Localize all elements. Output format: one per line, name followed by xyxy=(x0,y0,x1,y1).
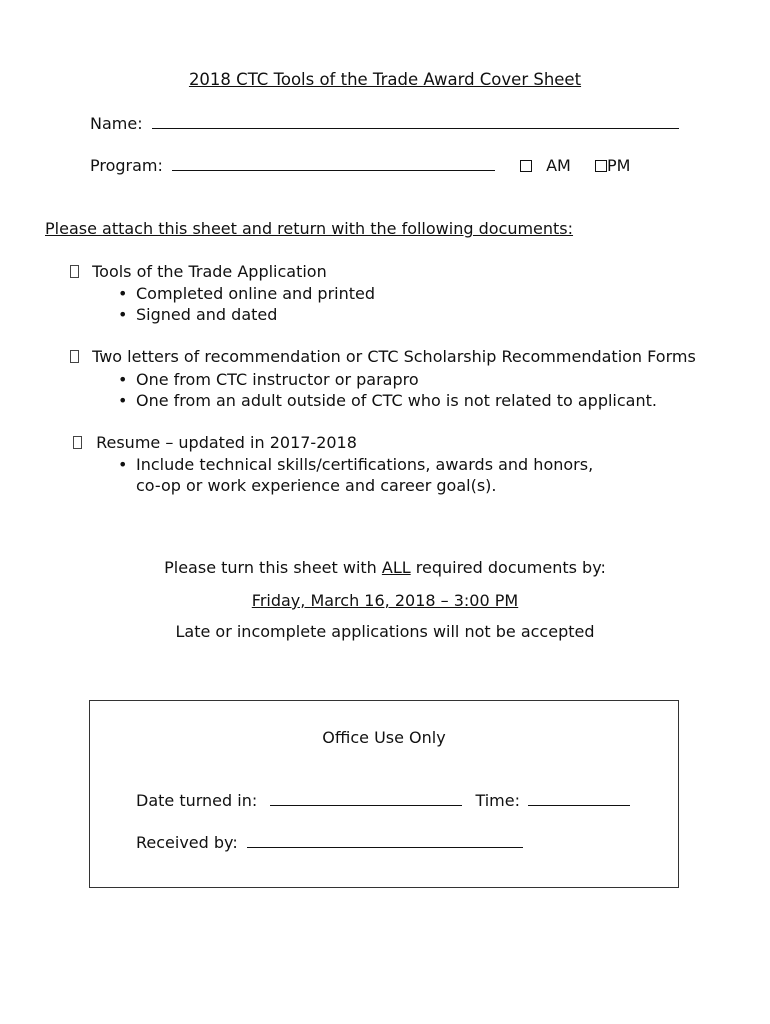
name-label: Name: xyxy=(90,114,143,133)
received-by-field[interactable] xyxy=(247,833,523,848)
date-turned-in-field[interactable] xyxy=(270,791,462,806)
office-heading: Office Use Only xyxy=(322,728,446,747)
deadline-instruction xyxy=(0,558,770,577)
received-by-label: Received by: xyxy=(136,833,238,852)
checkbox-glyph-icon xyxy=(70,350,79,363)
office-use-box xyxy=(89,700,679,888)
document-bullets xyxy=(110,369,657,411)
time-field[interactable] xyxy=(528,791,630,806)
am-label: AM xyxy=(546,156,571,175)
instructions-heading: Please attach this sheet and return with the following documents: xyxy=(45,219,574,238)
list-item: • One from an adult outside of CTC who is not related to applicant. xyxy=(110,390,657,411)
deadline-date: Friday, March 16, 2018 – 3:00 PM xyxy=(251,591,519,610)
document-item xyxy=(70,262,327,281)
page-title: 2018 CTC Tools of the Trade Award Cover Sheet xyxy=(188,70,582,89)
document-item xyxy=(70,347,696,366)
date-turned-in-row xyxy=(136,791,630,810)
am-checkbox[interactable] xyxy=(520,160,532,172)
checkbox-glyph-icon xyxy=(70,265,79,278)
bullet-continuation: co-op or work experience and career goal(s). xyxy=(136,476,497,495)
document-item xyxy=(73,433,357,452)
checkbox-glyph-icon xyxy=(73,436,82,449)
deadline-prefix: Please turn this sheet with xyxy=(164,558,382,577)
list-item: • Signed and dated xyxy=(110,304,375,325)
program-row xyxy=(90,156,495,175)
document-label: Resume – updated in 2017-2018 xyxy=(96,433,357,452)
deadline-suffix: required documents by: xyxy=(410,558,606,577)
name-row xyxy=(90,114,679,133)
document-bullets xyxy=(110,283,375,325)
document-label: Tools of the Trade Application xyxy=(92,262,327,281)
list-item: • One from CTC instructor or parapro xyxy=(110,369,657,390)
pm-label: PM xyxy=(606,156,631,175)
name-field[interactable] xyxy=(152,114,679,129)
date-turned-in-label: Date turned in: xyxy=(136,791,258,810)
document-bullets xyxy=(110,454,593,475)
received-by-row xyxy=(136,833,523,852)
list-item: • Include technical skills/certifications, awards and honors, xyxy=(110,454,593,475)
deadline-note: Late or incomplete applications will not be accepted xyxy=(175,622,595,641)
deadline-emphasis: ALL xyxy=(381,558,411,577)
time-label: Time: xyxy=(475,791,520,810)
list-item: • Completed online and printed xyxy=(110,283,375,304)
pm-checkbox[interactable] xyxy=(595,160,607,172)
program-label: Program: xyxy=(90,156,163,175)
document-label: Two letters of recommendation or CTC Scholarship Recommendation Forms xyxy=(92,347,696,366)
program-field[interactable] xyxy=(172,156,495,171)
session-options xyxy=(520,156,630,175)
